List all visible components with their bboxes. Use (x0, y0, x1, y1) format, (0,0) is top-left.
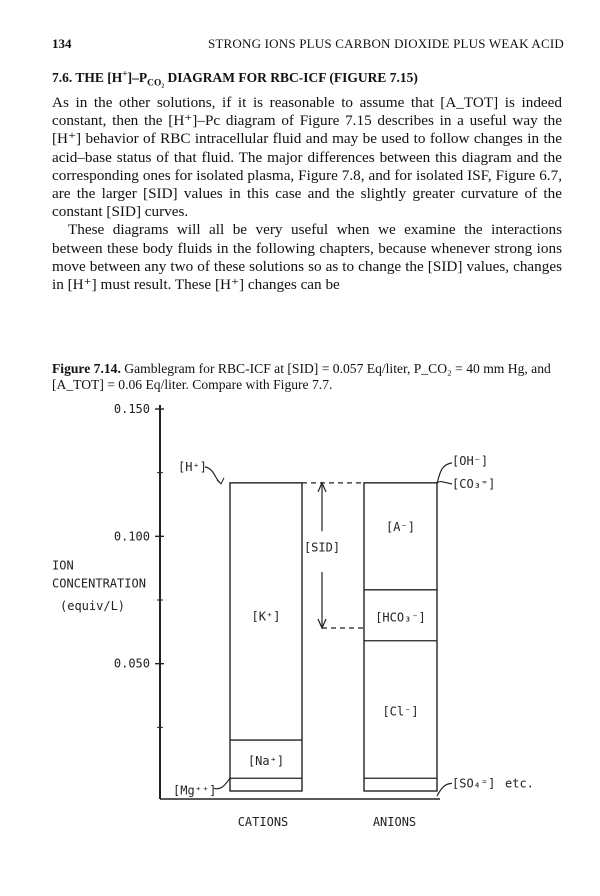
mg-leader (214, 778, 230, 789)
gamblegram-chart (0, 392, 600, 891)
anion-label-hco3: [HCO₃⁻] (375, 610, 426, 625)
section-number: 7.6. (52, 70, 73, 85)
gamblegram-svg (0, 392, 600, 891)
cation-label-mg: [Mg⁺⁺] (173, 783, 217, 798)
paragraph: As in the other solutions, if it is reasonable to assume that [A_TOT] is indeed constant, then the [H⁺]–Pc diagram of Figure 7.15 describes in a useful way the [H⁺] behavior of RBC intracellular fluid and may be used to follow changes in the acid–base status of that fluid. The major differences between this diagram and the corresponding ones for isolated plasma, Figure 7.8, and for isolated ISF, Figure 6.7, are the larger [SID] values in this case and the slightly greater curvature of the constant [SID] curves. (52, 94, 562, 221)
co3-leader (437, 482, 452, 484)
category-label-anions: ANIONS (372, 815, 417, 829)
figure-caption (52, 361, 566, 393)
category-label-cations: CATIONS (237, 815, 289, 829)
cation-label-na: [Na⁺] (247, 754, 285, 769)
body-text (52, 94, 562, 294)
figure-label: Figure 7.14. (52, 361, 121, 376)
y-axis-label-line: CONCENTRATION (52, 576, 146, 591)
etc-note: etc. (505, 776, 534, 791)
page-number: 134 (52, 36, 72, 51)
running-title: STRONG IONS PLUS CARBON DIOXIDE PLUS WEAK ACID (207, 36, 564, 51)
cation-label-k: [K⁺] (251, 609, 281, 624)
page-header (52, 36, 564, 56)
y-tick-label: 0.050 (113, 656, 150, 671)
anion-label-cl: [Cl⁻] (382, 704, 419, 719)
anion-label-a: [A⁻] (386, 520, 415, 535)
y-axis-label-line: (equiv/L) (60, 599, 126, 614)
section-heading: 7.6. THE $[H^+]-P_{CO_2}$ DIAGRAM FOR RBC-ICF (FIGURE 7.15) (52, 69, 418, 89)
y-tick-label: 0.100 (113, 529, 150, 544)
anion-label-oh: [OH⁻] (452, 453, 489, 468)
anion-label-co3: [CO₃⁼] (452, 476, 496, 491)
figure-caption-text: Gamblegram for RBC-ICF at [SID] = 0.057 Eq/liter, P_CO₂ = 40 mm Hg, and [A_TOT] = 0.06 Eq/liter. Compare with Figure 7.7. (52, 361, 551, 392)
h-leader-arrow (217, 478, 224, 484)
oh-leader (437, 463, 452, 483)
y-axis-label-line: ION (52, 558, 74, 573)
paragraph: These diagrams will all be very useful when we examine the interactions between these body fluids in the following chapters, because whenever strong ions move between any two of these solutions so as to change the [SID] values, changes in [H⁺] must result. These [H⁺] changes can be (52, 221, 562, 294)
so4-leader (437, 783, 452, 796)
y-tick-label: 0.150 (113, 402, 150, 416)
anion-label-so4: [SO₄⁼] (452, 776, 496, 791)
sid-label: [SID] (303, 540, 341, 555)
cation-column (230, 483, 302, 791)
cation-label-h: [H⁺] (178, 459, 207, 474)
